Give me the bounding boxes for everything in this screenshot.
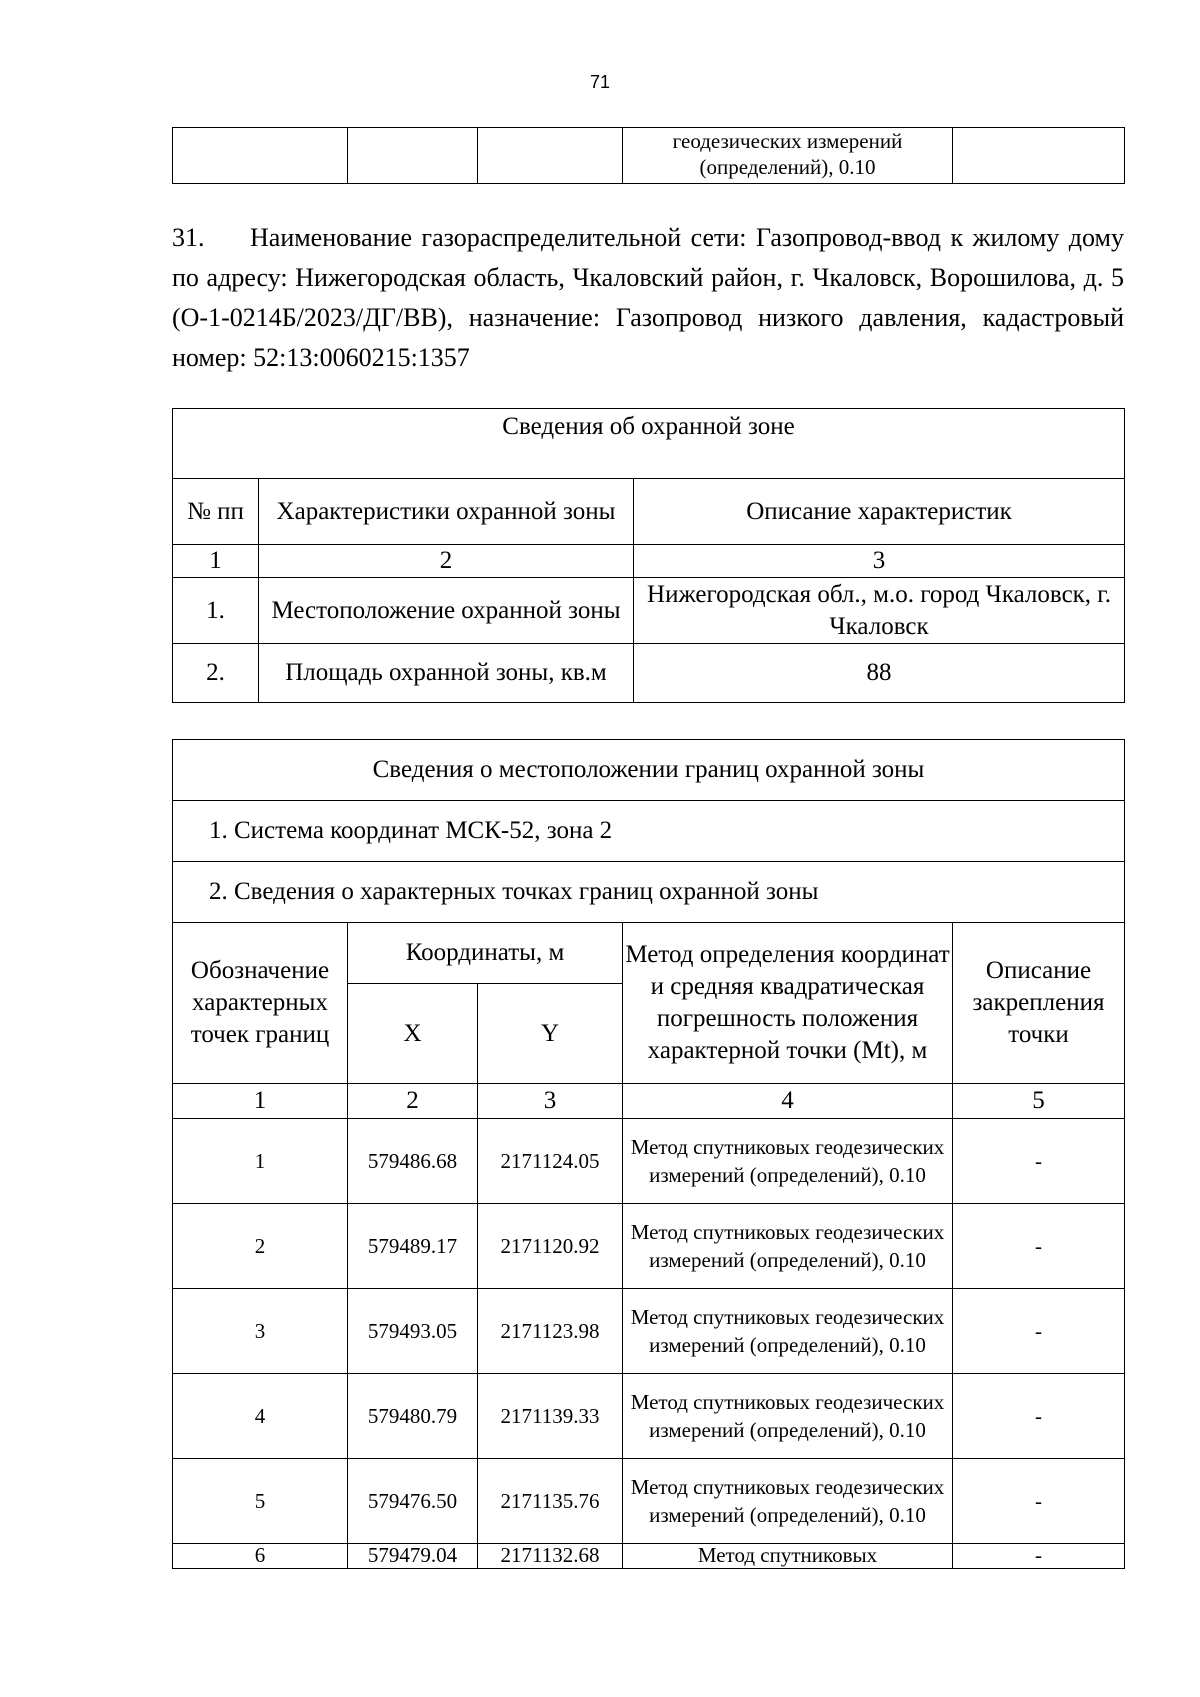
coord-x: 579479.04: [348, 1544, 478, 1569]
column-number: 1: [173, 545, 259, 578]
point-id: 4: [173, 1374, 348, 1459]
description: -: [953, 1544, 1125, 1569]
table-row: [173, 644, 1125, 703]
coord-x: 579480.79: [348, 1374, 478, 1459]
column-number: 3: [634, 545, 1125, 578]
column-header: Характеристики охранной зоны: [259, 479, 634, 545]
coord-x: 579486.68: [348, 1119, 478, 1204]
method: Метод спутниковых: [623, 1544, 953, 1569]
coord-x: 579476.50: [348, 1459, 478, 1544]
column-number: 2: [259, 545, 634, 578]
method: Метод спутниковых геодезических измерений (определений), 0.10: [623, 1374, 953, 1459]
point-id: 3: [173, 1289, 348, 1374]
point-id: 5: [173, 1459, 348, 1544]
continuation-table: [172, 127, 1125, 184]
table-row: [173, 1289, 1125, 1374]
column-header: Описание характеристик: [634, 479, 1125, 545]
table-row: [173, 1204, 1125, 1289]
protection-zone-table: [172, 408, 1125, 703]
characteristic-name: Площадь охранной зоны, кв.м: [259, 644, 634, 703]
description: -: [953, 1374, 1125, 1459]
table-cell: [953, 128, 1125, 184]
row-number: 2.: [173, 644, 259, 703]
boundary-table: [172, 739, 1125, 1569]
description: -: [953, 1459, 1125, 1544]
table-title: Сведения о местоположении границ охранной зоны: [173, 740, 1125, 801]
row-number: 1.: [173, 578, 259, 644]
page-number: 71: [589, 72, 611, 92]
coord-y: 2171120.92: [478, 1204, 623, 1289]
coord-y: 2171135.76: [478, 1459, 623, 1544]
coord-x: 579489.17: [348, 1204, 478, 1289]
column-header: Обозначение характерных точек границ: [173, 923, 348, 1084]
table-row: [173, 578, 1125, 644]
coord-y: 2171124.05: [478, 1119, 623, 1204]
table-row: [173, 1119, 1125, 1204]
coord-y: 2171132.68: [478, 1544, 623, 1569]
coordinate-system: 1. Система координат МСК-52, зона 2: [173, 801, 1125, 862]
method: Метод спутниковых геодезических измерений (определений), 0.10: [623, 1119, 953, 1204]
column-header: Описание закрепления точки: [953, 923, 1125, 1084]
column-header: Координаты, м: [348, 923, 623, 984]
table-row: [173, 1544, 1125, 1569]
point-id: 6: [173, 1544, 348, 1569]
table-cell: [173, 128, 348, 184]
characteristic-name: Местоположение охранной зоны: [259, 578, 634, 644]
description: -: [953, 1119, 1125, 1204]
description: -: [953, 1289, 1125, 1374]
section-paragraph: [172, 218, 1124, 378]
table-row: [173, 128, 1125, 184]
point-id: 1: [173, 1119, 348, 1204]
table-cell: [348, 128, 478, 184]
coord-y: 2171123.98: [478, 1289, 623, 1374]
characteristic-value: 88: [634, 644, 1125, 703]
column-number: 2: [348, 1084, 478, 1119]
points-title: 2. Сведения о характерных точках границ охранной зоны: [173, 862, 1125, 923]
section-text: Наименование газораспределительной сети: Газопровод-ввод к жилому дому по адресу: Нижегородская область, Чкаловский район, г. Чкаловск, Ворошилова, д. 5 (О-1-0214Б/2023/ДГ/ВВ), назначение: Газопровод низкого давления, кадастровый номер: 52:13:0060215:1357: [172, 223, 1124, 372]
method: Метод спутниковых геодезических измерений (определений), 0.10: [623, 1459, 953, 1544]
table-row: [173, 1374, 1125, 1459]
table-title: Сведения об охранной зоне: [173, 409, 1125, 479]
table-row: [173, 1459, 1125, 1544]
coord-y: 2171139.33: [478, 1374, 623, 1459]
table-cell: [478, 128, 623, 184]
method: Метод спутниковых геодезических измерений (определений), 0.10: [623, 1204, 953, 1289]
section-number: 31.: [172, 223, 205, 252]
column-number: 5: [953, 1084, 1125, 1119]
column-number: 3: [478, 1084, 623, 1119]
point-id: 2: [173, 1204, 348, 1289]
characteristic-value: Нижегородская обл., м.о. город Чкаловск, г. Чкаловск: [634, 578, 1125, 644]
method: Метод спутниковых геодезических измерений (определений), 0.10: [623, 1289, 953, 1374]
column-number: 4: [623, 1084, 953, 1119]
column-header-y: Y: [478, 984, 623, 1084]
column-header: № пп: [173, 479, 259, 545]
column-header-x: X: [348, 984, 478, 1084]
description: -: [953, 1204, 1125, 1289]
table-cell: геодезических измерений (определений), 0.10: [623, 128, 953, 184]
column-number: 1: [173, 1084, 348, 1119]
column-header: Метод определения координат и средняя квадратическая погрешность положения характерной точки (Mt), м: [623, 923, 953, 1084]
coord-x: 579493.05: [348, 1289, 478, 1374]
